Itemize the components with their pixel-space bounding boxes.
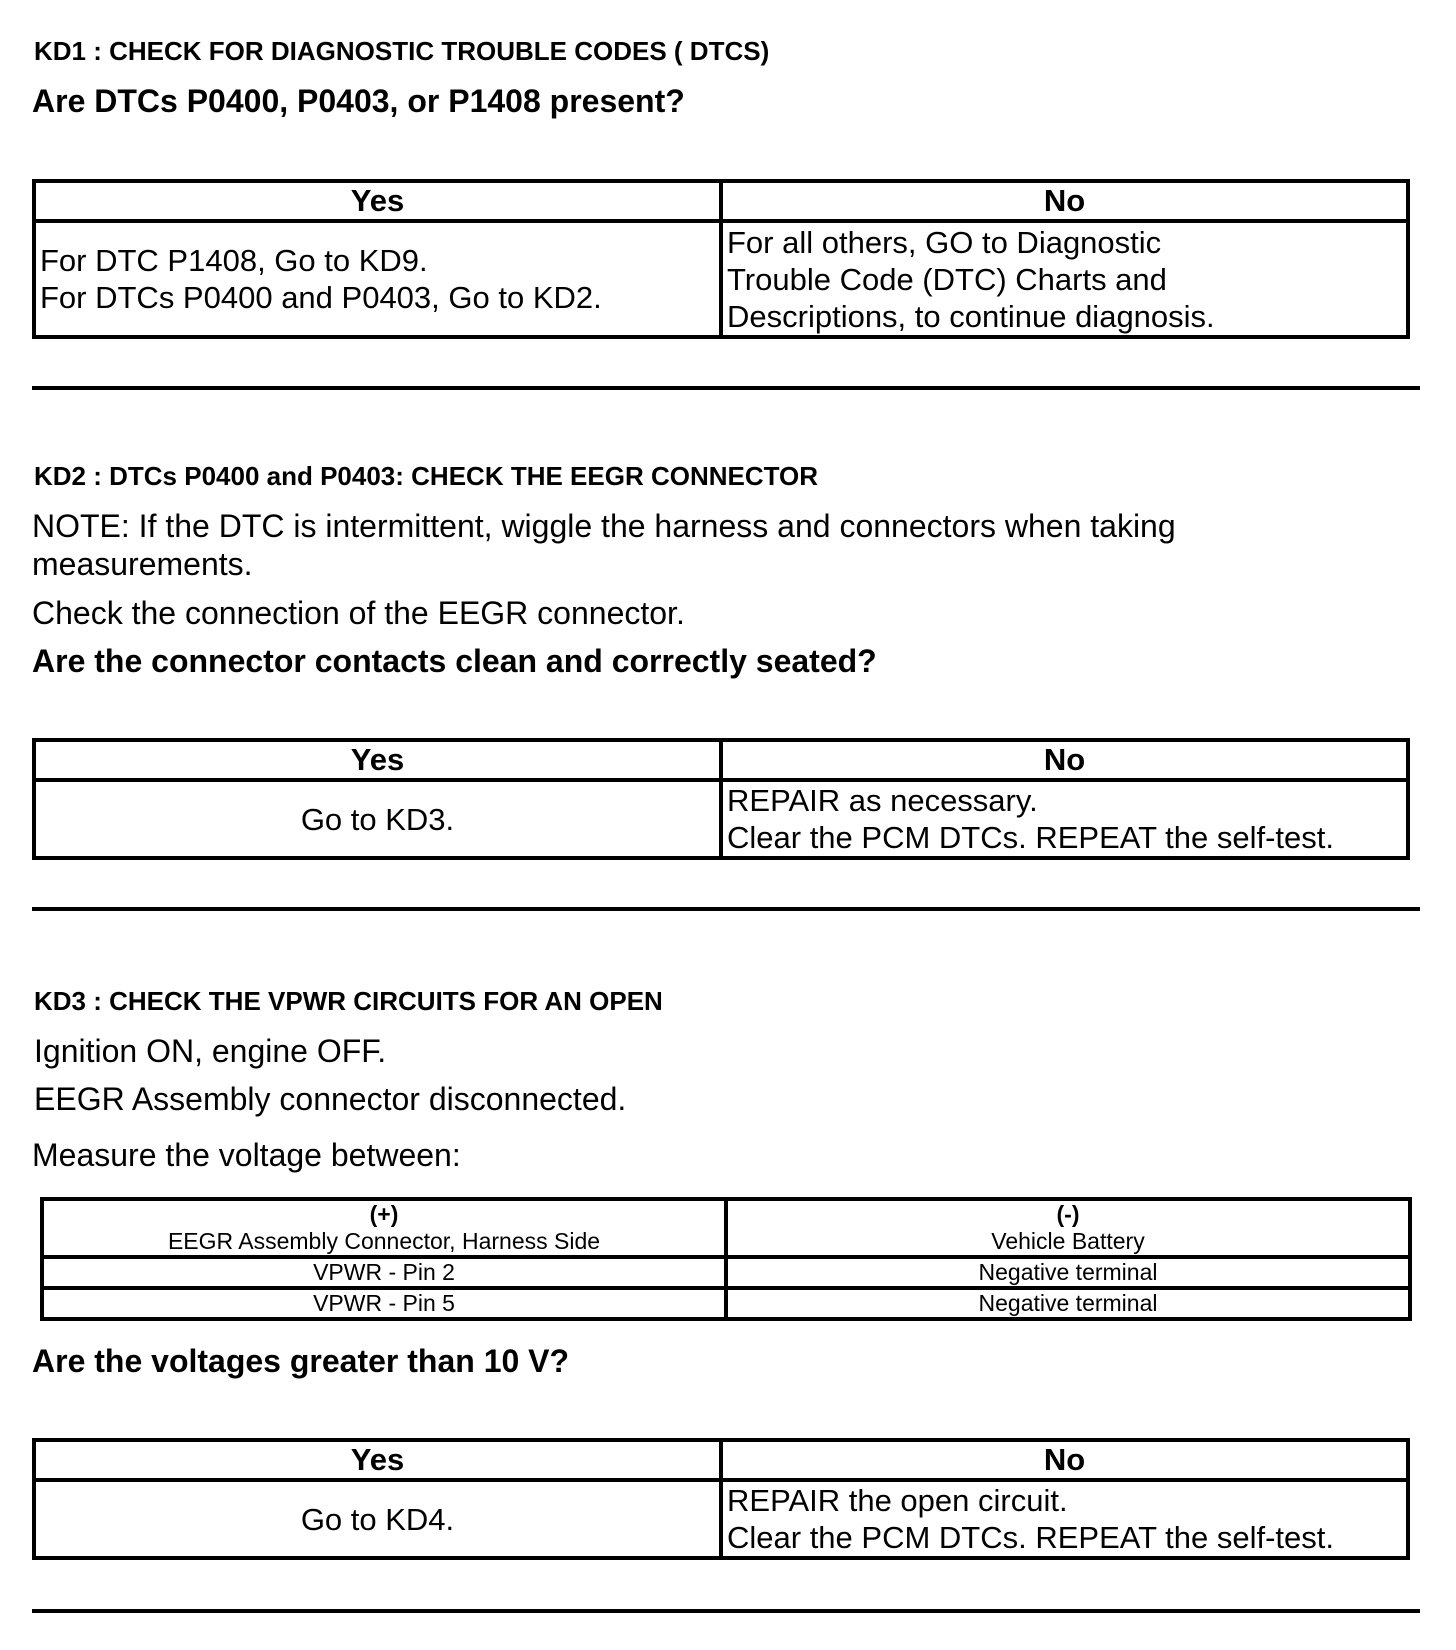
kd1-yes-cell <box>34 221 721 337</box>
kd3-measurement-table <box>40 1197 1412 1321</box>
table-row <box>42 1257 1410 1288</box>
kd2-note: NOTE: If the DTC is intermittent, wiggle the harness and connectors when taking measurements. <box>32 508 1176 582</box>
kd3-no-cell <box>721 1480 1408 1558</box>
kd2-yes-header: Yes <box>34 740 721 780</box>
kd3-instruction: Measure the voltage between: <box>32 1137 461 1173</box>
kd3-no-header: No <box>721 1440 1408 1480</box>
plus-sign: (+) <box>369 1201 399 1227</box>
kd1-no-line-3: Descriptions, to continue diagnosis. <box>727 298 1215 334</box>
kd2-question: Are the connector contacts clean and correctly seated? <box>32 643 877 679</box>
kd2-no-header: No <box>721 740 1408 780</box>
kd3-condition-2: EEGR Assembly connector disconnected. <box>34 1081 627 1117</box>
measure-header-plus <box>42 1199 726 1257</box>
section-divider-3 <box>32 1609 1420 1613</box>
kd1-yes-line-1: For DTC P1408, Go to KD9. <box>40 243 428 278</box>
kd2-no-line-1: REPAIR as necessary. <box>727 783 1038 818</box>
kd3-no-line-2: Clear the PCM DTCs. REPEAT the self-test. <box>727 1520 1334 1555</box>
kd2-no-line-2: Clear the PCM DTCs. REPEAT the self-test. <box>727 820 1334 855</box>
kd3-yes-header: Yes <box>34 1440 721 1480</box>
section-divider-2 <box>32 907 1420 911</box>
kd1-no-cell <box>721 221 1408 337</box>
section-divider-1 <box>32 386 1420 390</box>
kd1-no-line-2: Trouble Code (DTC) Charts and <box>727 261 1167 297</box>
kd1-yes-no-table <box>32 179 1410 339</box>
kd1-yes-header: Yes <box>34 181 721 221</box>
measure-header-minus <box>726 1199 1410 1257</box>
kd1-question: Are DTCs P0400, P0403, or P1408 present? <box>32 83 685 119</box>
kd2-yes-no-table <box>32 738 1410 860</box>
kd2-no-cell <box>721 780 1408 858</box>
kd3-yes-cell: Go to KD4. <box>34 1480 721 1558</box>
measure-plus-cell: VPWR - Pin 2 <box>42 1257 726 1288</box>
kd1-no-line-1: For all others, GO to Diagnostic <box>727 224 1162 260</box>
kd1-heading: KD1 : CHECK FOR DIAGNOSTIC TROUBLE CODES ( DTCS) <box>34 36 770 66</box>
table-row <box>42 1288 1410 1319</box>
kd1-yes-line-2: For DTCs P0400 and P0403, Go to KD2. <box>40 280 602 315</box>
measure-plus-cell: VPWR - Pin 5 <box>42 1288 726 1319</box>
kd3-yes-no-table <box>32 1438 1410 1560</box>
kd3-no-line-1: REPAIR the open circuit. <box>727 1483 1068 1518</box>
kd3-heading: KD3 : CHECK THE VPWR CIRCUITS FOR AN OPEN <box>34 986 663 1016</box>
measure-minus-cell: Negative terminal <box>726 1257 1410 1288</box>
kd3-condition-1: Ignition ON, engine OFF. <box>34 1033 387 1069</box>
kd2-heading: KD2 : DTCs P0400 and P0403: CHECK THE EEGR CONNECTOR <box>34 461 819 491</box>
kd2-instruction: Check the connection of the EEGR connector. <box>32 595 685 631</box>
minus-sign: (-) <box>1056 1201 1080 1227</box>
kd1-no-header: No <box>721 181 1408 221</box>
measure-minus-cell: Negative terminal <box>726 1288 1410 1319</box>
kd2-yes-cell: Go to KD3. <box>34 780 721 858</box>
minus-label: Vehicle Battery <box>991 1228 1145 1254</box>
plus-label: EEGR Assembly Connector, Harness Side <box>167 1228 601 1254</box>
kd3-question: Are the voltages greater than 10 V? <box>32 1343 570 1379</box>
